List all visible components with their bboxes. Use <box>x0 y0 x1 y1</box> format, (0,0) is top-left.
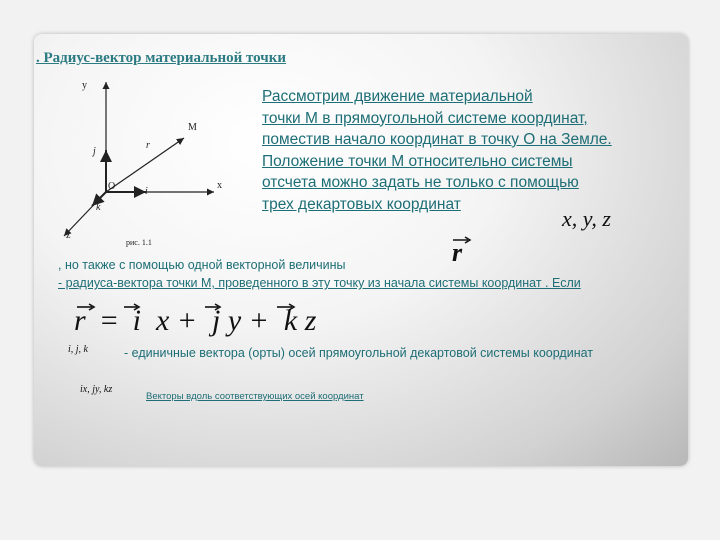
point-m-label: M <box>188 122 197 133</box>
vector-r-label: r <box>146 140 150 151</box>
formula-j-letter: j <box>212 304 221 337</box>
formula-y-plus: y + <box>227 304 277 337</box>
radius-vector-line-text: - радиуса-вектора точки М, проведенного в эту точку из начала системы координат . Если <box>58 276 581 290</box>
formula-i-arrow <box>123 303 143 311</box>
axis-z-label: z <box>66 230 71 241</box>
unit-k-label: k <box>96 202 101 213</box>
formula-equals: = <box>93 304 126 337</box>
formula-r-letter: r <box>74 304 86 337</box>
axis-x-label: x <box>217 180 222 191</box>
intro-line-1: Рассмотрим движение материальной <box>262 88 533 105</box>
vector-r-letter: r <box>452 238 463 267</box>
formula-x-plus: x + <box>148 304 205 337</box>
coordinates-formula: x, y, z <box>562 206 611 231</box>
figure-caption: рис. 1.1 <box>126 238 152 247</box>
formula-k-arrow <box>276 303 296 311</box>
formula-i-letter: i <box>132 304 141 337</box>
intro-line-3: поместив начало координат в точку О на Земле. <box>262 131 612 148</box>
unit-i-label: i <box>145 186 148 197</box>
vector-r-arrow <box>452 236 472 244</box>
intro-line-2: точки М в прямоугольной системе координат, <box>262 109 588 127</box>
intro-line-6: трех декартовых координат <box>262 195 461 213</box>
intro-line-5: отсчета можно задать не только с помощью <box>262 174 579 191</box>
formula-j-arrow <box>204 303 224 311</box>
unit-vectors-symbol: i, j, k <box>68 344 88 355</box>
formula-j <box>205 304 228 337</box>
also-one-vector-line: , но также с помощью одной векторной величины <box>58 258 346 272</box>
formula-i <box>125 304 148 337</box>
components-symbol: ix, jy, kz <box>80 384 113 395</box>
main-formula <box>74 304 316 338</box>
slide-title: . Радиус-вектор материальной точки <box>36 50 287 66</box>
unit-j-label: j <box>93 146 96 157</box>
unit-vectors-text: - единичные вектора (орты) осей прямоугольной декартовой системы координат <box>124 346 593 360</box>
formula-r <box>74 304 93 337</box>
intro-paragraph <box>262 86 718 215</box>
radius-vector-line <box>106 138 184 192</box>
intro-line-4: Положение точки М относительно системы <box>262 152 573 170</box>
formula-r-arrow <box>76 303 96 311</box>
formula-z: z <box>304 304 317 337</box>
origin-label: O <box>108 181 116 192</box>
formula-k <box>276 304 304 337</box>
axis-y-label: y <box>82 80 87 91</box>
components-text: Векторы вдоль соответствующих осей координат <box>146 391 364 402</box>
formula-k-letter: k <box>283 304 298 337</box>
